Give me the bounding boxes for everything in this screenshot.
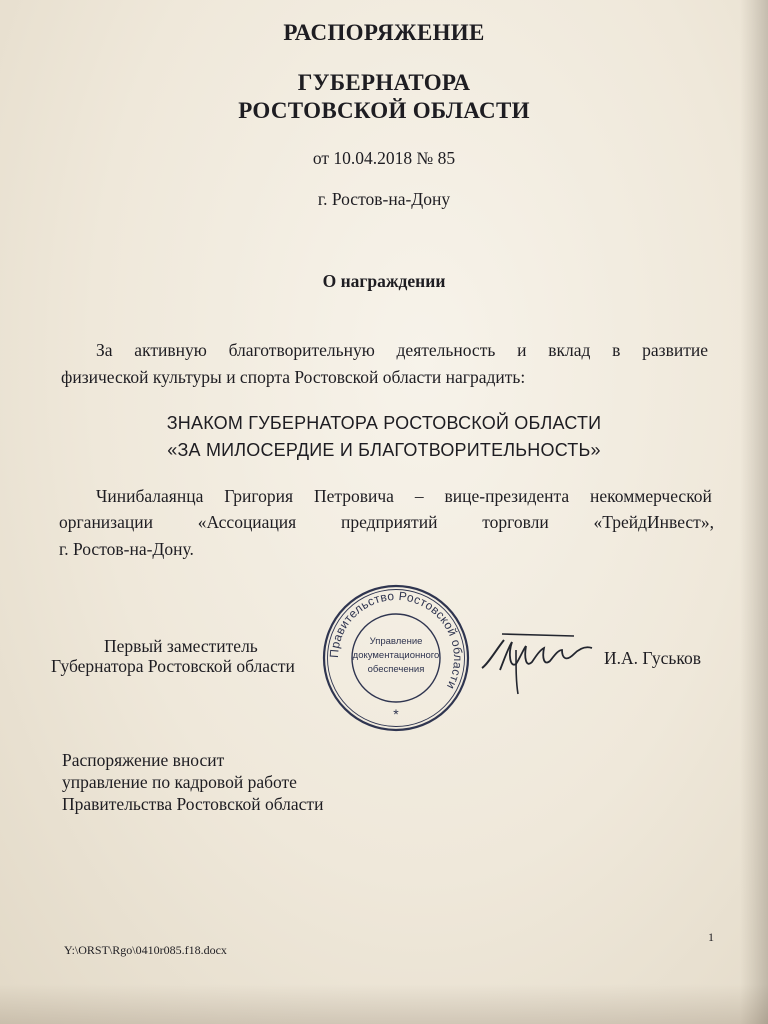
stamp-center-line3: обеспечения [367, 664, 425, 675]
word: вице-президента [444, 486, 570, 506]
word: развитие [642, 340, 708, 360]
handwritten-signature [478, 628, 596, 698]
word: Григория [224, 486, 294, 506]
signatory-name: И.А. Гуськов [604, 648, 701, 668]
originator-note-line3: Правительства Ростовской области [62, 794, 324, 814]
document-subject: О награждении [322, 271, 446, 291]
awardee-line1 [96, 486, 712, 507]
word: «ТрейдИнвест», [593, 512, 714, 532]
originator-note-line2: управление по кадровой работе [62, 772, 297, 792]
awardee-line2 [59, 512, 714, 533]
awardee-line3: г. Ростов-на-Дону. [59, 539, 194, 559]
page-number: 1 [708, 930, 714, 944]
word: «Ассоциация [197, 512, 297, 532]
stamp-ring-text: Правительство Ростовской области [326, 588, 466, 692]
file-path: Y:\ORST\Rgo\0410r085.f18.docx [64, 943, 227, 957]
word: активную [134, 340, 207, 360]
place: г. Ростов-на-Дону [317, 189, 451, 209]
signatory-position-line1: Первый заместитель [104, 636, 258, 656]
document-type-title: РАСПОРЯЖЕНИЕ [283, 20, 485, 45]
official-stamp [321, 583, 471, 733]
issuer-title-line2: РОСТОВСКОЙ ОБЛАСТИ [238, 98, 530, 123]
word: деятельность [396, 340, 496, 360]
stamp-center-line1: Управление [369, 636, 423, 647]
page-bottom-shadow [0, 984, 768, 1024]
word: Чинибалаянца [96, 486, 204, 506]
word: благотворительную [228, 340, 375, 360]
issuer-title-line1: ГУБЕРНАТОРА [297, 70, 471, 95]
word: За [96, 340, 113, 360]
award-name-line2: «ЗА МИЛОСЕРДИЕ И БЛАГОТВОРИТЕЛЬНОСТЬ» [167, 440, 601, 460]
award-name-line1: ЗНАКОМ ГУБЕРНАТОРА РОСТОВСКОЙ ОБЛАСТИ [166, 413, 602, 433]
stamp-star-icon: * [393, 706, 399, 722]
originator-note-line1: Распоряжение вносит [62, 750, 225, 770]
word: в [612, 340, 621, 360]
word: предприятий [340, 512, 438, 532]
intro-paragraph-line2: физической культуры и спорта Ростовской области наградить: [61, 367, 526, 387]
signatory-position-line2: Губернатора Ростовской области [51, 656, 295, 676]
intro-paragraph-line1 [96, 340, 708, 361]
word: вклад [548, 340, 591, 360]
word: организации [59, 512, 153, 532]
date-number: от 10.04.2018 № 85 [312, 148, 456, 168]
word: торговли [482, 512, 549, 532]
stamp-center-line2: документационного [352, 650, 440, 661]
word: – [414, 486, 424, 506]
word: и [517, 340, 527, 360]
word: Петровича [313, 486, 394, 506]
word: некоммерческой [590, 486, 712, 506]
